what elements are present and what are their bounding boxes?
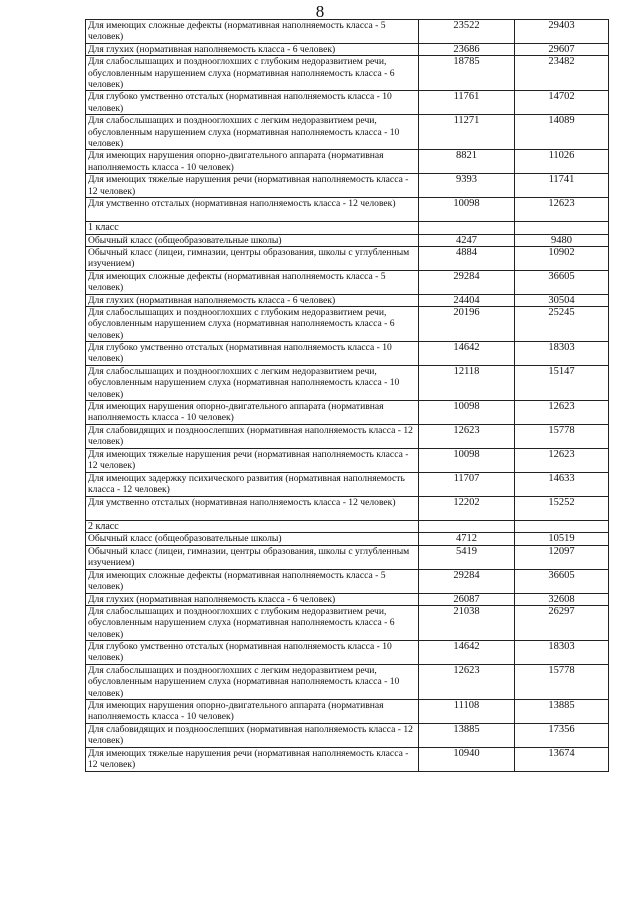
value-column-1: 18785	[419, 56, 515, 91]
table-row	[86, 665, 609, 700]
value-column-2: 14089	[515, 115, 609, 150]
table-row	[86, 234, 609, 246]
table-row	[86, 569, 609, 593]
value-column-1: 11271	[419, 115, 515, 150]
value-column-1: 12202	[419, 497, 515, 521]
class-type-label: Для слабослышащих и позднооглохших с глубоким недоразвитием речи, обусловленным нарушением слуха (нормативная наполняемость класса - 6 человек)	[86, 606, 419, 641]
class-type-label: Для имеющих тяжелые нарушения речи (нормативная наполняемость класса - 12 человек)	[86, 449, 419, 473]
class-type-label: Для имеющих нарушения опорно-двигательного аппарата (нормативная наполняемость класса - 10 человек)	[86, 700, 419, 724]
table-row	[86, 150, 609, 174]
table-row	[86, 91, 609, 115]
class-type-label: Для умственно отсталых (нормативная наполняемость класса - 12 человек)	[86, 497, 419, 521]
section-title: 1 класс	[86, 222, 419, 234]
empty-cell	[419, 521, 515, 533]
value-column-2: 36605	[515, 569, 609, 593]
table-row	[86, 641, 609, 665]
value-column-1: 26087	[419, 593, 515, 605]
class-type-label: Для глухих (нормативная наполняемость класса - 6 человек)	[86, 44, 419, 56]
value-column-1: 11108	[419, 700, 515, 724]
value-column-1: 4247	[419, 234, 515, 246]
value-column-2: 12623	[515, 198, 609, 222]
value-column-2: 9480	[515, 234, 609, 246]
value-column-1: 21038	[419, 606, 515, 641]
value-column-1: 13885	[419, 724, 515, 748]
table-row	[86, 366, 609, 401]
section-row	[86, 521, 609, 533]
value-column-1: 9393	[419, 174, 515, 198]
class-type-label: Для слабослышащих и позднооглохших с легким недоразвитием речи, обусловленным нарушением слуха (нормативная наполняемость класса - 10 человек)	[86, 665, 419, 700]
table-row	[86, 700, 609, 724]
table-row	[86, 246, 609, 270]
value-column-1: 4712	[419, 533, 515, 545]
table-row	[86, 533, 609, 545]
table-row	[86, 545, 609, 569]
value-column-2: 30504	[515, 294, 609, 306]
table-row	[86, 401, 609, 425]
table-row	[86, 724, 609, 748]
empty-cell	[515, 222, 609, 234]
table-row	[86, 198, 609, 222]
class-type-label: Для имеющих сложные дефекты (нормативная наполняемость класса - 5 человек)	[86, 20, 419, 44]
value-column-1: 5419	[419, 545, 515, 569]
table-row	[86, 425, 609, 449]
empty-cell	[515, 521, 609, 533]
value-column-1: 4884	[419, 246, 515, 270]
class-type-label: Для имеющих сложные дефекты (нормативная наполняемость класса - 5 человек)	[86, 569, 419, 593]
table-row	[86, 20, 609, 44]
cost-table	[85, 19, 609, 772]
value-column-1: 29284	[419, 569, 515, 593]
value-column-2: 12623	[515, 401, 609, 425]
class-type-label: Для имеющих задержку психического развития (нормативная наполняемость класса - 12 человек)	[86, 473, 419, 497]
value-column-2: 18303	[515, 641, 609, 665]
class-type-label: Для имеющих нарушения опорно-двигательного аппарата (нормативная наполняемость класса - 10 человек)	[86, 150, 419, 174]
value-column-1: 23522	[419, 20, 515, 44]
table-row	[86, 606, 609, 641]
value-column-2: 14702	[515, 91, 609, 115]
value-column-1: 10940	[419, 748, 515, 772]
class-type-label: Для имеющих сложные дефекты (нормативная наполняемость класса - 5 человек)	[86, 270, 419, 294]
value-column-2: 12623	[515, 449, 609, 473]
value-column-2: 29403	[515, 20, 609, 44]
value-column-1: 12118	[419, 366, 515, 401]
table-row	[86, 593, 609, 605]
value-column-2: 11026	[515, 150, 609, 174]
value-column-1: 24404	[419, 294, 515, 306]
empty-cell	[419, 222, 515, 234]
class-type-label: Обычный класс (общеобразовательные школы)	[86, 234, 419, 246]
table-row	[86, 748, 609, 772]
value-column-2: 11741	[515, 174, 609, 198]
value-column-1: 23686	[419, 44, 515, 56]
class-type-label: Для глубоко умственно отсталых (нормативная наполняемость класса - 10 человек)	[86, 641, 419, 665]
class-type-label: Обычный класс (общеобразовательные школы)	[86, 533, 419, 545]
class-type-label: Для имеющих тяжелые нарушения речи (нормативная наполняемость класса - 12 человек)	[86, 748, 419, 772]
value-column-1: 11707	[419, 473, 515, 497]
value-column-2: 25245	[515, 307, 609, 342]
class-type-label: Для имеющих нарушения опорно-двигательного аппарата (нормативная наполняемость класса - 10 человек)	[86, 401, 419, 425]
value-column-2: 12097	[515, 545, 609, 569]
value-column-2: 18303	[515, 342, 609, 366]
value-column-1: 10098	[419, 449, 515, 473]
table-row	[86, 174, 609, 198]
table-row	[86, 294, 609, 306]
page-number: 8	[315, 2, 325, 21]
table-row	[86, 497, 609, 521]
table-row	[86, 449, 609, 473]
value-column-2: 36605	[515, 270, 609, 294]
value-column-2: 15778	[515, 665, 609, 700]
class-type-label: Для умственно отсталых (нормативная наполняемость класса - 12 человек)	[86, 198, 419, 222]
class-type-label: Для слабослышащих и позднооглохших с глубоким недоразвитием речи, обусловленным нарушением слуха (нормативная наполняемость класса - 6 человек)	[86, 56, 419, 91]
value-column-1: 14642	[419, 342, 515, 366]
value-column-1: 11761	[419, 91, 515, 115]
table-row	[86, 115, 609, 150]
class-type-label: Обычный класс (лицеи, гимназии, центры образования, школы с углубленным изучением)	[86, 246, 419, 270]
value-column-2: 17356	[515, 724, 609, 748]
value-column-1: 29284	[419, 270, 515, 294]
class-type-label: Для слабослышащих и позднооглохших с легким недоразвитием речи, обусловленным нарушением слуха (нормативная наполняемость класса - 10 человек)	[86, 115, 419, 150]
table-row	[86, 473, 609, 497]
class-type-label: Для слабослышащих и позднооглохших с глубоким недоразвитием речи, обусловленным нарушением слуха (нормативная наполняемость класса - 6 человек)	[86, 307, 419, 342]
value-column-2: 26297	[515, 606, 609, 641]
value-column-1: 14642	[419, 641, 515, 665]
value-column-2: 32608	[515, 593, 609, 605]
table-row	[86, 342, 609, 366]
value-column-1: 20196	[419, 307, 515, 342]
value-column-1: 12623	[419, 665, 515, 700]
value-column-2: 15147	[515, 366, 609, 401]
value-column-1: 8821	[419, 150, 515, 174]
value-column-1: 10098	[419, 401, 515, 425]
class-type-label: Для глухих (нормативная наполняемость класса - 6 человек)	[86, 593, 419, 605]
section-title: 2 класс	[86, 521, 419, 533]
class-type-label: Для глухих (нормативная наполняемость класса - 6 человек)	[86, 294, 419, 306]
value-column-2: 15778	[515, 425, 609, 449]
value-column-2: 29607	[515, 44, 609, 56]
value-column-2: 13885	[515, 700, 609, 724]
class-type-label: Для слабовидящих и поздноослепших (нормативная наполняемость класса - 12 человек)	[86, 724, 419, 748]
cost-table-body	[86, 20, 609, 772]
value-column-2: 13674	[515, 748, 609, 772]
value-column-1: 10098	[419, 198, 515, 222]
class-type-label: Для глубоко умственно отсталых (нормативная наполняемость класса - 10 человек)	[86, 91, 419, 115]
table-row	[86, 56, 609, 91]
table-row	[86, 270, 609, 294]
class-type-label: Для слабослышащих и позднооглохших с легким недоразвитием речи, обусловленным нарушением слуха (нормативная наполняемость класса - 10 человек)	[86, 366, 419, 401]
class-type-label: Для глубоко умственно отсталых (нормативная наполняемость класса - 10 человек)	[86, 342, 419, 366]
table-row	[86, 44, 609, 56]
value-column-2: 10902	[515, 246, 609, 270]
value-column-2: 10519	[515, 533, 609, 545]
table-row	[86, 307, 609, 342]
value-column-2: 23482	[515, 56, 609, 91]
value-column-1: 12623	[419, 425, 515, 449]
class-type-label: Для имеющих тяжелые нарушения речи (нормативная наполняемость класса - 12 человек)	[86, 174, 419, 198]
section-row	[86, 222, 609, 234]
class-type-label: Обычный класс (лицеи, гимназии, центры образования, школы с углубленным изучением)	[86, 545, 419, 569]
value-column-2: 14633	[515, 473, 609, 497]
value-column-2: 15252	[515, 497, 609, 521]
class-type-label: Для слабовидящих и поздноослепших (нормативная наполняемость класса - 12 человек)	[86, 425, 419, 449]
